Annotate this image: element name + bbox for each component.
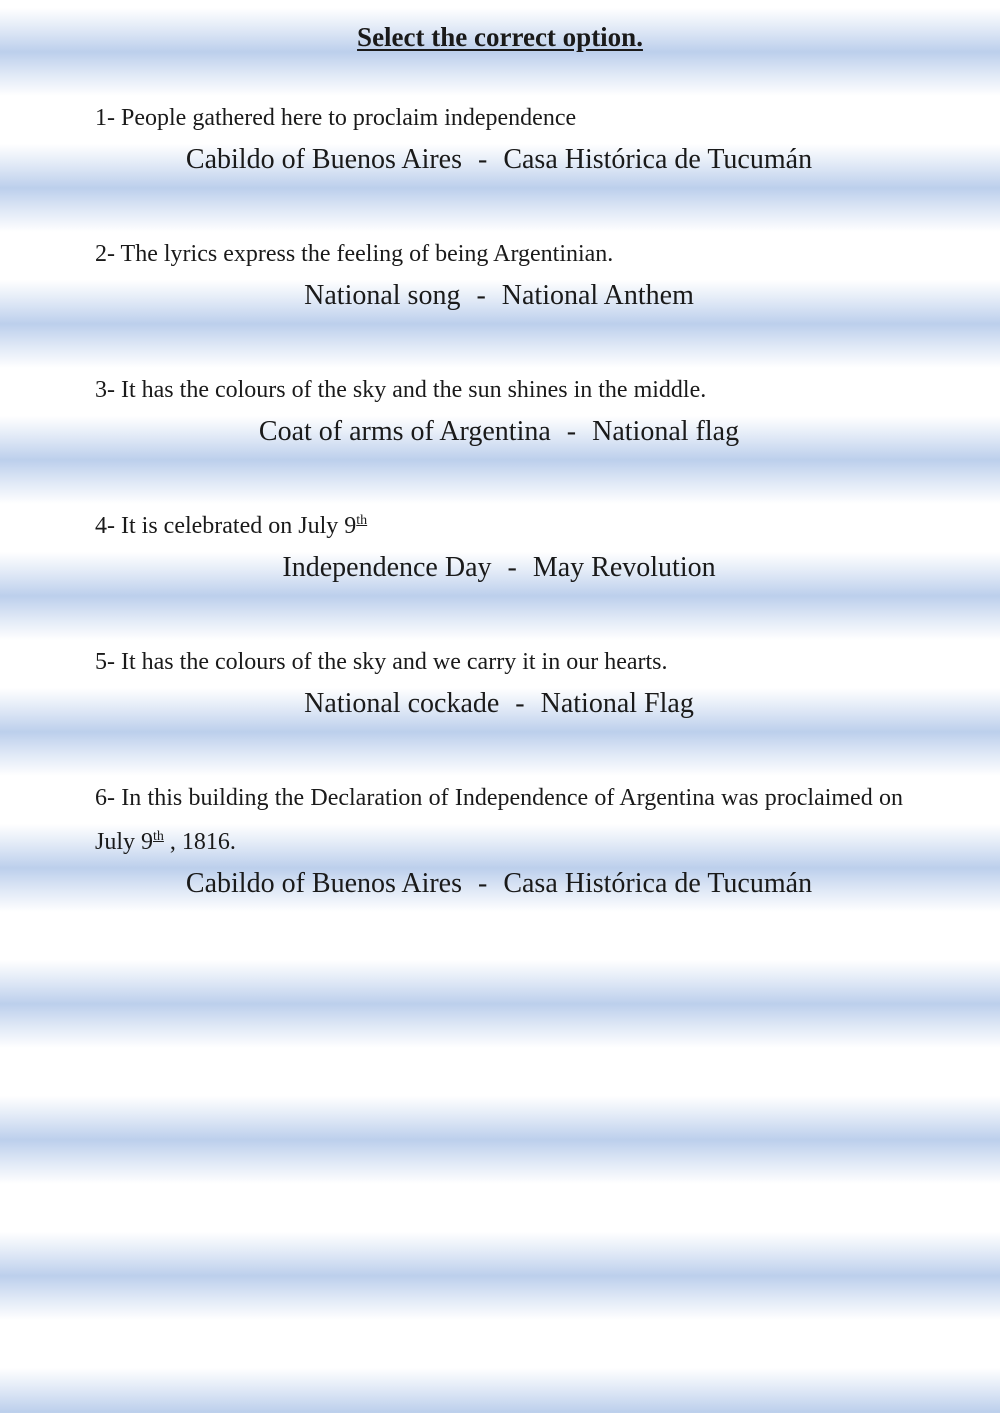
option-b-button[interactable]: National flag [592,416,740,447]
option-a-button[interactable]: Cabildo of Buenos Aires [185,144,462,175]
option-b-button[interactable]: May Revolution [532,552,716,583]
answer-options [95,278,903,314]
question-prompt [95,504,903,548]
question-2 [95,232,903,314]
ordinal-suffix: th [356,513,368,528]
question-4 [95,504,903,586]
answer-options [95,142,903,178]
option-separator: - [476,280,486,311]
option-a-button[interactable]: National cockade [304,688,500,719]
question-3 [95,368,903,450]
answer-options [95,866,903,902]
option-separator: - [478,144,488,175]
question-1 [95,96,903,178]
option-separator: - [478,868,488,899]
answer-options [95,686,903,722]
option-b-button[interactable]: National Anthem [501,280,694,311]
answer-options [95,414,903,450]
question-prompt-text: 4- It is celebrated on July 9 [95,513,357,539]
ordinal-suffix: th [153,829,164,844]
page-title: Select the correct option. [357,22,643,52]
question-prompt: 2- The lyrics express the feeling of being Argentinian. [95,241,614,267]
question-prompt [95,776,903,864]
answer-options [95,550,903,586]
option-a-button[interactable]: Cabildo of Buenos Aires [185,868,462,899]
option-separator: - [566,416,577,447]
question-prompt-text: 6- In this building the Declaration of Independence of Argentina was proclaimed on July 9 [95,785,903,855]
question-5 [95,640,903,722]
question-prompt: 3- It has the colours of the sky and the sun shines in the middle. [95,377,707,403]
option-a-button[interactable]: Coat of arms of Argentina [258,416,551,447]
option-separator: - [507,552,517,583]
question-prompt: 1- People gathered here to proclaim independence [95,105,577,131]
question-6 [95,776,903,902]
option-separator: - [515,688,525,719]
option-b-button[interactable]: Casa Histórica de Tucumán [503,144,813,175]
option-a-button[interactable]: Independence Day [282,552,492,583]
question-prompt: 5- It has the colours of the sky and we carry it in our hearts. [95,649,668,675]
option-a-button[interactable]: National song [304,280,461,311]
question-prompt-tail: , 1816. [163,829,236,855]
option-b-button[interactable]: Casa Histórica de Tucumán [503,868,813,899]
option-b-button[interactable]: National Flag [540,688,694,719]
